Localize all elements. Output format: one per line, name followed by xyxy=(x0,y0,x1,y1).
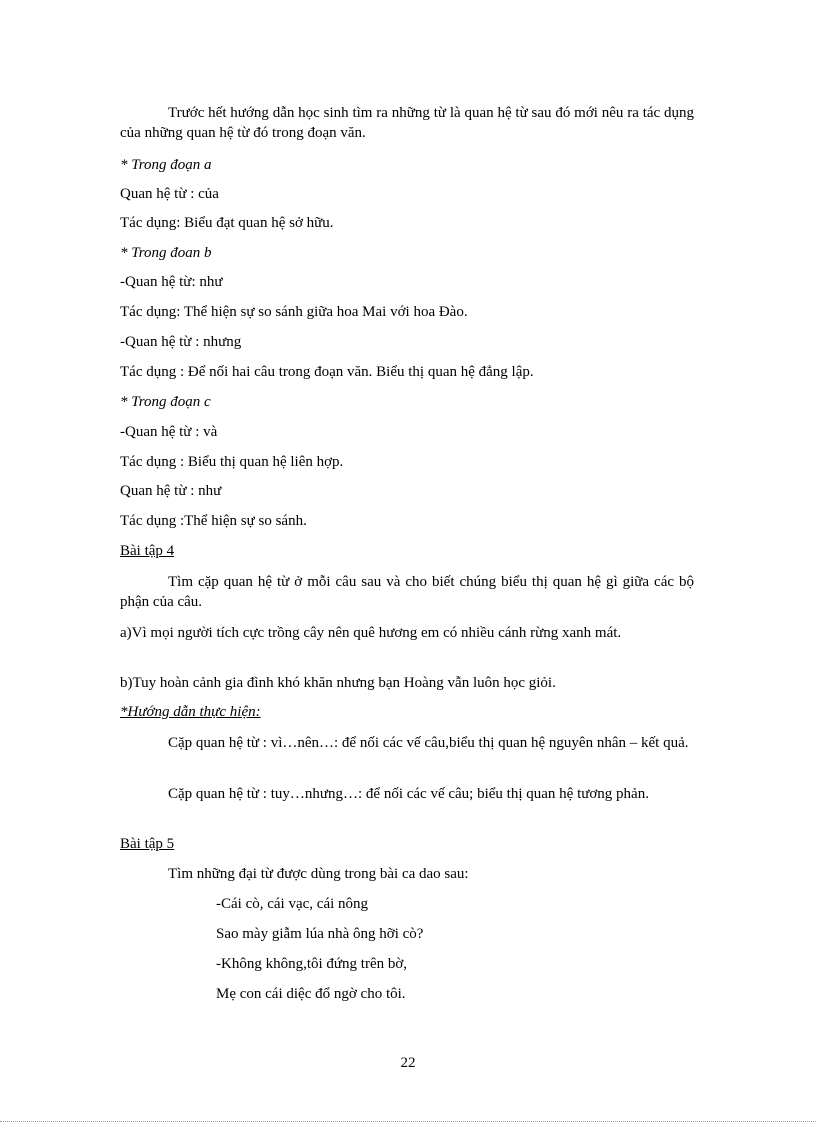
section-c-line: Tác dụng :Thể hiện sự so sánh. xyxy=(120,513,307,529)
guide-title: *Hướng dẫn thực hiện: xyxy=(120,704,261,720)
page-bottom-border xyxy=(0,1121,816,1122)
section-b-line: Tác dụng : Để nối hai câu trong đoạn văn. Biểu thị quan hệ đẳng lập. xyxy=(120,364,534,380)
exercise-4-item-a: a)Vì mọi người tích cực trồng cây nên quê hương em có nhiều cánh rừng xanh mát. xyxy=(120,625,622,641)
section-a-line: Tác dụng: Biểu đạt quan hệ sở hữu. xyxy=(120,215,334,231)
poem-line: Sao mày giẫm lúa nhà ông hỡi cò? xyxy=(216,926,424,942)
section-c-line: Quan hệ từ : như xyxy=(120,483,222,499)
section-c-line: Tác dụng : Biểu thị quan hệ liên hợp. xyxy=(120,454,344,470)
section-b-line: Tác dụng: Thể hiện sự so sánh giữa hoa Mai với hoa Đào. xyxy=(120,304,468,320)
guide-paragraph-2: Cặp quan hệ từ : tuy…nhưng…: để nối các vế câu; biểu thị quan hệ tương phản. xyxy=(168,786,649,802)
section-c-line: -Quan hệ từ : và xyxy=(120,424,218,440)
poem-line: -Cái cò, cái vạc, cái nông xyxy=(216,896,369,912)
section-a-line: Quan hệ từ : của xyxy=(120,186,219,202)
intro-paragraph: Trước hết hướng dẫn học sinh tìm ra những từ là quan hệ từ sau đó mới nêu ra tác dụng của những quan hệ từ đó trong đoạn văn. xyxy=(120,105,694,141)
exercise-4-title: Bài tập 4 xyxy=(120,543,175,559)
page-number: 22 xyxy=(400,1055,416,1071)
section-a-heading: * Trong đoạn a xyxy=(120,157,212,173)
exercise-4-prompt: Tìm cặp quan hệ từ ở mỗi câu sau và cho biết chúng biểu thị quan hệ gì giữa các bộ phận của câu. xyxy=(120,574,694,610)
exercise-5-prompt: Tìm những đại từ được dùng trong bài ca dao sau: xyxy=(168,866,469,882)
section-b-line: -Quan hệ từ: như xyxy=(120,274,223,290)
exercise-5-title: Bài tập 5 xyxy=(120,836,175,852)
poem-line: Mẹ con cái diệc đổ ngờ cho tôi. xyxy=(216,986,406,1002)
poem-line: -Không không,tôi đứng trên bờ, xyxy=(216,956,408,972)
guide-paragraph-1: Cặp quan hệ từ : vì…nên…: để nối các vế câu,biểu thị quan hệ nguyên nhân – kết quả. xyxy=(168,735,689,751)
section-b-heading: * Trong đoan b xyxy=(120,245,212,261)
exercise-4-item-b: b)Tuy hoàn cảnh gia đình khó khăn nhưng bạn Hoàng vẫn luôn học giỏi. xyxy=(120,675,556,691)
section-b-line: -Quan hệ từ : nhưng xyxy=(120,334,242,350)
section-c-heading: * Trong đoạn c xyxy=(120,394,211,410)
